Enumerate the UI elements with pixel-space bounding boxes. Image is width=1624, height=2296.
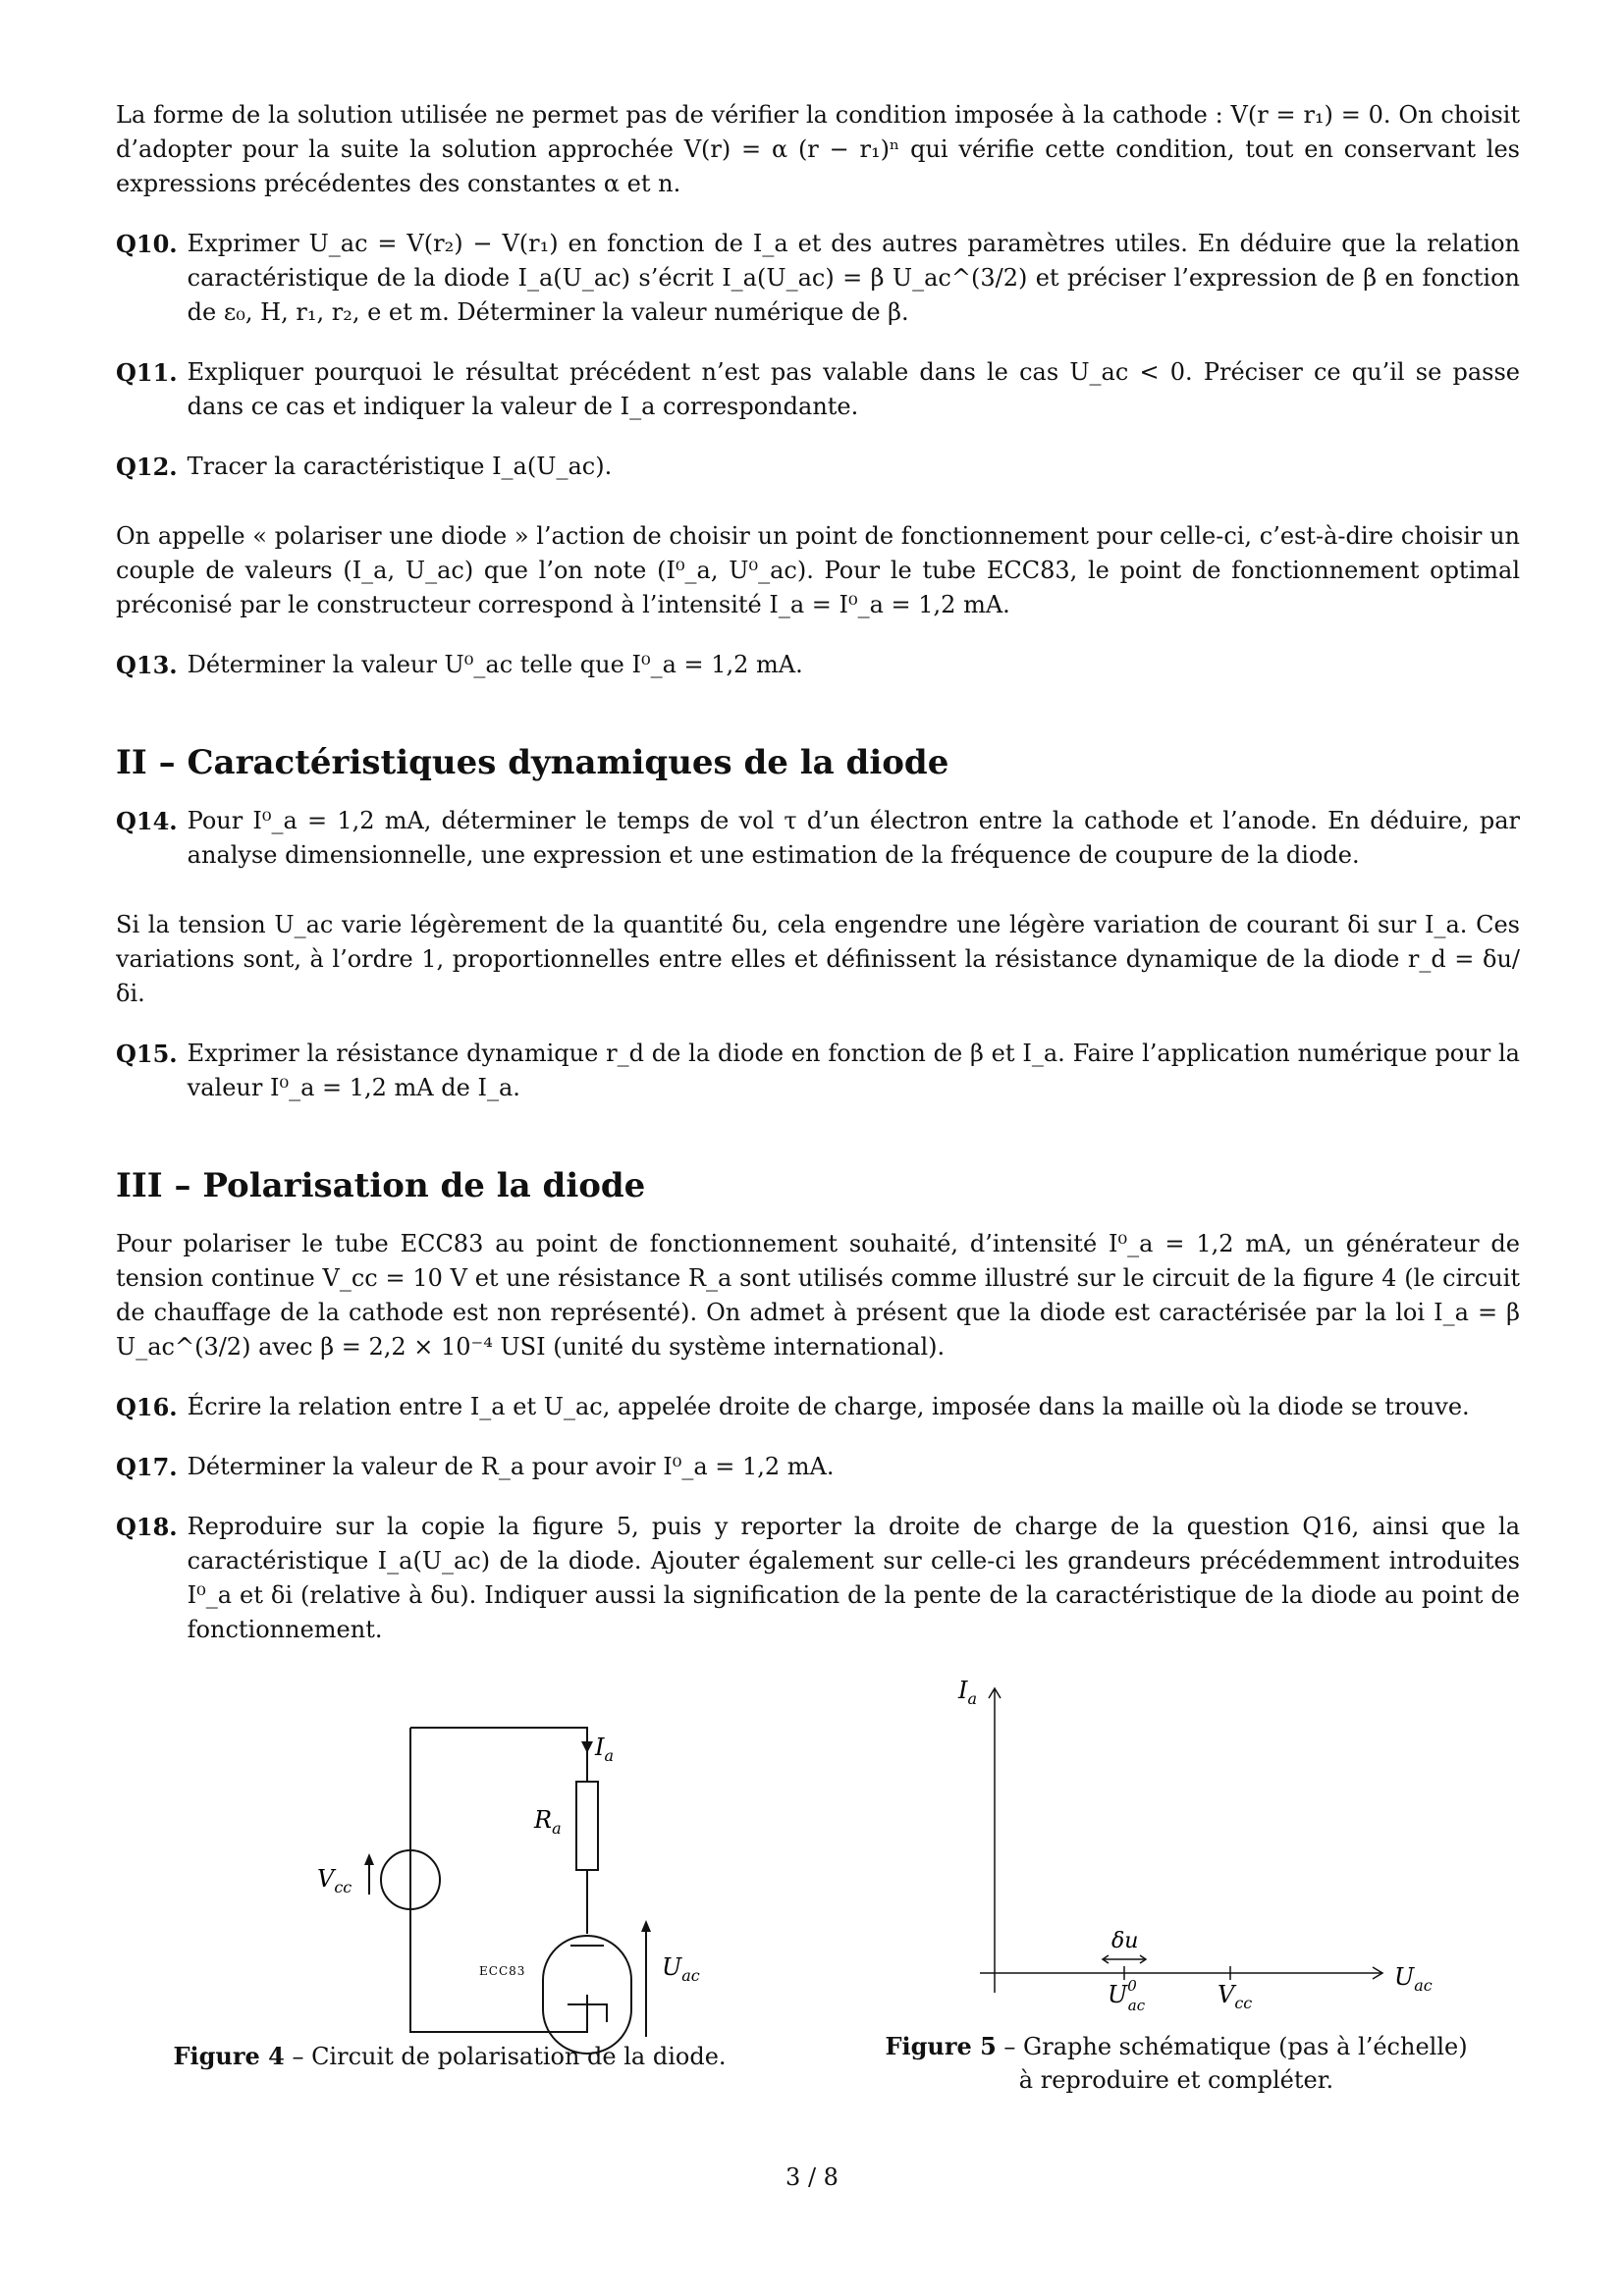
label-ecc83: ECC83 (479, 1964, 526, 1978)
label-x-axis: $U_{ac}$ (1394, 1963, 1433, 1995)
label-vcc-axis: $V_{cc}$ (1218, 1981, 1253, 2012)
dynamique-text: Si la tension U_ac varie légèrement de la quantité δu, cela engendre une légère variation de courant δi sur I_a. Ces variations sont, à l’ordre 1, proportionnelles entre elles et définissent la résistance dynamique de la diode r_d = δu/δi. (116, 911, 1520, 1007)
question-text: Déterminer la valeur U⁰_ac telle que I⁰_a = 1,2 mA. (187, 651, 803, 678)
polariser-paragraph (116, 519, 1520, 622)
figure-4-label: Figure 4 (173, 2042, 285, 2070)
figures-area (116, 1669, 1520, 2140)
section-title-3: III – Polarisation de la diode (116, 1166, 646, 1205)
figure-4-caption (145, 2040, 754, 2073)
question-text: Tracer la caractéristique I_a(U_ac). (187, 453, 613, 480)
question-number: Q12. (116, 453, 178, 481)
dynamique-paragraph (116, 908, 1520, 1011)
question-14 (116, 804, 1520, 873)
wire-left (410, 1728, 587, 2032)
document-page (116, 98, 1520, 1647)
question-number: Q16. (116, 1393, 178, 1421)
figure-4-circuit (194, 1698, 705, 2091)
question-number: Q17. (116, 1453, 178, 1481)
question-10 (116, 227, 1520, 330)
question-text: Écrire la relation entre I_a et U_ac, appelée droite de charge, imposée dans la maille où la diode se trouve. (187, 1393, 1470, 1420)
label-y-axis: $I_a$ (958, 1677, 978, 1708)
polarisation-paragraph (116, 1227, 1520, 1364)
question-12 (116, 450, 1520, 484)
question-16 (116, 1390, 1520, 1424)
question-number: Q18. (116, 1513, 178, 1541)
label-u0: $U^0$ ac (1108, 1977, 1146, 2014)
question-number: Q13. (116, 651, 178, 679)
question-text: Pour I⁰_a = 1,2 mA, déterminer le temps de vol τ d’un électron entre la cathode et l’anode. En déduire, par analyse dimensionnelle, une expression et une estimation de la fréquence de coupure de la diode. (187, 807, 1520, 869)
figure-5-label: Figure 5 (885, 2032, 997, 2060)
question-18 (116, 1510, 1520, 1647)
figure-5-caption (872, 2030, 1481, 2097)
question-number: Q15. (116, 1040, 178, 1068)
page-number: 3 / 8 (785, 2163, 839, 2191)
question-15 (116, 1037, 1520, 1105)
question-text: Exprimer la résistance dynamique r_d de la diode en fonction de β et I_a. Faire l’application numérique pour la valeur I⁰_a = 1,2 mA de I_a. (187, 1040, 1520, 1101)
question-number: Q14. (116, 807, 178, 835)
label-ia: $I_a$ (595, 1734, 615, 1765)
section-title-2: II – Caractéristiques dynamiques de la diode (116, 743, 949, 782)
figure-5-caption-line2: à reproduire et compléter. (1018, 2066, 1334, 2094)
label-delta-u: δu (1111, 1929, 1139, 1953)
polarisation-text: Pour polariser le tube ECC83 au point de fonctionnement souhaité, d’intensité I⁰_a = 1,2 mA, un générateur de tension continue V_cc = 10 V et une résistance R_a sont utilisés comme illustré sur le circuit de la figure 4 (le circuit de chauffage de la cathode est non représenté). On admet à présent que la diode est caractérisée par la loi I_a = β U_ac^(3/2) avec β = 2,2 × 10⁻⁴ USI (unité du système international). (116, 1230, 1520, 1361)
question-text: Déterminer la valeur de R_a pour avoir I⁰_a = 1,2 mA. (187, 1453, 835, 1480)
resistor-ra (576, 1782, 598, 1870)
intro-text: La forme de la solution utilisée ne permet pas de vérifier la condition imposée à la cathode : V(r = r₁) = 0. On choisit d’adopter pour la suite la solution approchée V(r) = α (r − r₁)ⁿ qui vérifie cette condition, tout en conservant les expressions précédentes des constantes α et n. (116, 101, 1520, 197)
question-text: Exprimer U_ac = V(r₂) − V(r₁) en fonction de I_a et des autres paramètres utiles. En déduire que la relation caractéristique de la diode I_a(U_ac) s’écrit I_a(U_ac) = β U_ac^(3/2) et préciser l’expression de β en fonction de ε₀, H, r₁, r₂, e et m. Déterminer la valeur numérique de β. (187, 230, 1520, 326)
question-number: Q10. (116, 230, 178, 258)
intro-paragraph (116, 98, 1520, 201)
figure-5-caption-text: – Graphe schématique (pas à l’échelle) (996, 2033, 1468, 2060)
wire-top (410, 1728, 587, 1782)
polariser-text: On appelle « polariser une diode » l’action de choisir un point de fonctionnement pour celle-ci, c’est-à-dire choisir un couple de valeurs (I_a, U_ac) que l’on note (I⁰_a, U⁰_ac). Pour le tube ECC83, le point de fonctionnement optimal préconisé par le constructeur correspond à l’intensité I_a = I⁰_a = 1,2 mA. (116, 522, 1520, 618)
figure-5-graph (950, 1669, 1500, 2022)
label-uac: $U_{ac}$ (662, 1953, 700, 1985)
question-text: Reproduire sur la copie la figure 5, puis y reporter la droite de charge de la question Q16, ainsi que la caractéristique I_a(U_ac) de la diode. Ajouter également sur celle-ci les grandeurs précédemment introduites I⁰_a et δi (relative à δu). Indiquer aussi la signification de la pente de la caractéristique de la diode au point de fonctionnement. (187, 1513, 1520, 1643)
current-arrowhead (581, 1741, 593, 1753)
question-text: Expliquer pourquoi le résultat précédent n’est pas valable dans le cas U_ac < 0. Préciser ce qu’il se passe dans ce cas et indiquer la valeur de I_a correspondante. (187, 358, 1520, 420)
source-arrowhead (364, 1853, 374, 1865)
question-13 (116, 648, 1520, 682)
question-number: Q11. (116, 358, 178, 387)
label-vcc: $V_{cc}$ (317, 1865, 352, 1896)
figure-4-caption-text: – Circuit de polarisation de la diode. (284, 2043, 727, 2070)
question-11 (116, 355, 1520, 424)
label-ra: $R_a$ (534, 1806, 562, 1838)
question-17 (116, 1450, 1520, 1484)
voltage-arrowhead (641, 1920, 651, 1932)
